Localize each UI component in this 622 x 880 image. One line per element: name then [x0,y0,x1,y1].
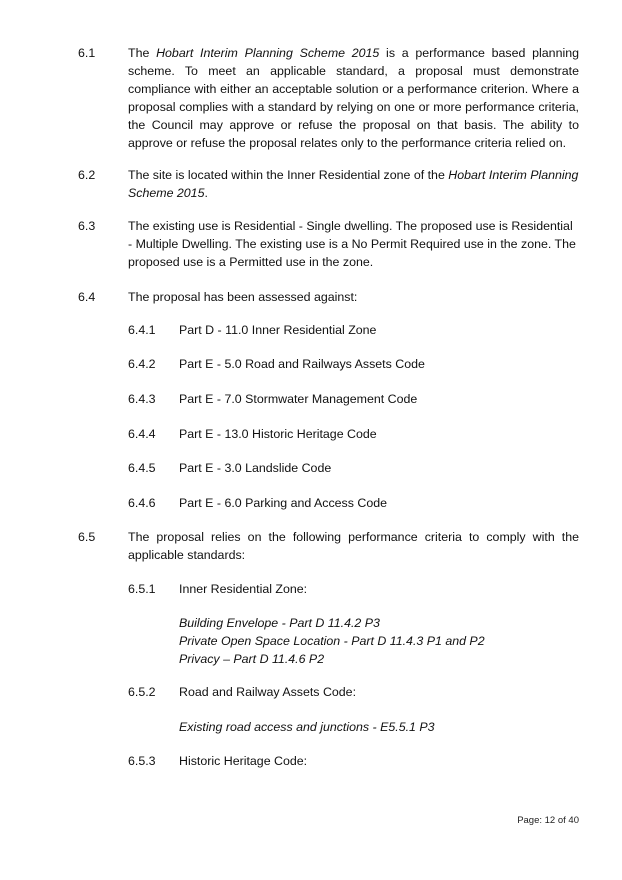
paragraph-text: is a performance based planning scheme. To meet an applicable standard, a proposal must demonstrate compliance with either an acceptable solution or a performance criterion. Where a proposal complies with a standard by relying on one or more performance criteria, the Council may approve or refuse the proposal on that basis. The ability to approve or refuse the proposal relates only to the performance criteria relied on. [128,46,579,150]
section-paragraph: The existing use is Residential - Single dwelling. The proposed use is Residential - Multiple Dwelling. The existing use is a No Permit Required use in the zone. The proposed use is a Permitted use in the zone. [128,219,576,269]
scheme-name: Hobart Interim Planning Scheme 2015 [128,168,579,200]
section-paragraph [128,44,579,152]
criterion-item: Privacy – Part D 11.4.6 P2 [179,652,325,666]
list-item-number: 6.4.1 [128,323,156,337]
list-item-number: 6.4.2 [128,357,156,371]
scheme-name: Hobart Interim Planning Scheme 2015 [156,46,380,60]
paragraph-text: . [204,186,208,200]
list-item-text: Part D - 11.0 Inner Residential Zone [179,323,377,337]
list-item-number: 6.4.4 [128,427,156,441]
section-paragraph [128,166,579,202]
section-number: 6.3 [78,219,96,233]
list-item-number: 6.5.3 [128,754,156,768]
paragraph-text: The [128,46,157,60]
section-number: 6.4 [78,290,96,304]
section-number: 6.2 [78,168,96,182]
criterion-item: Building Envelope - Part D 11.4.2 P3 [179,616,380,630]
paragraph-text: The site is located within the Inner Residential zone of the [128,168,449,182]
page-number: Page: 12 of 40 [517,815,579,826]
list-item-number: 6.4.3 [128,392,156,406]
criterion-item: Existing road access and junctions - E5.5.1 P3 [179,720,435,734]
list-item-text: Part E - 13.0 Historic Heritage Code [179,427,377,441]
list-item-text: Historic Heritage Code: [179,754,308,768]
list-item-text: Part E - 3.0 Landslide Code [179,461,332,475]
list-item-text: Road and Railway Assets Code: [179,685,357,699]
list-item-text: Part E - 6.0 Parking and Access Code [179,496,387,510]
section-paragraph: The proposal has been assessed against: [128,290,358,304]
list-item-number: 6.5.2 [128,685,156,699]
list-item-text: Part E - 7.0 Stormwater Management Code [179,392,418,406]
criterion-item: Private Open Space Location - Part D 11.4.3 P1 and P2 [179,634,485,648]
list-item-text: Inner Residential Zone: [179,582,308,596]
section-paragraph: The proposal relies on the following performance criteria to comply with the applicable standards: [128,530,579,562]
list-item-number: 6.5.1 [128,582,156,596]
list-item-number: 6.4.5 [128,461,156,475]
list-item-text: Part E - 5.0 Road and Railways Assets Code [179,357,425,371]
list-item-number: 6.4.6 [128,496,156,510]
section-number: 6.5 [78,530,96,544]
section-number: 6.1 [78,46,96,60]
